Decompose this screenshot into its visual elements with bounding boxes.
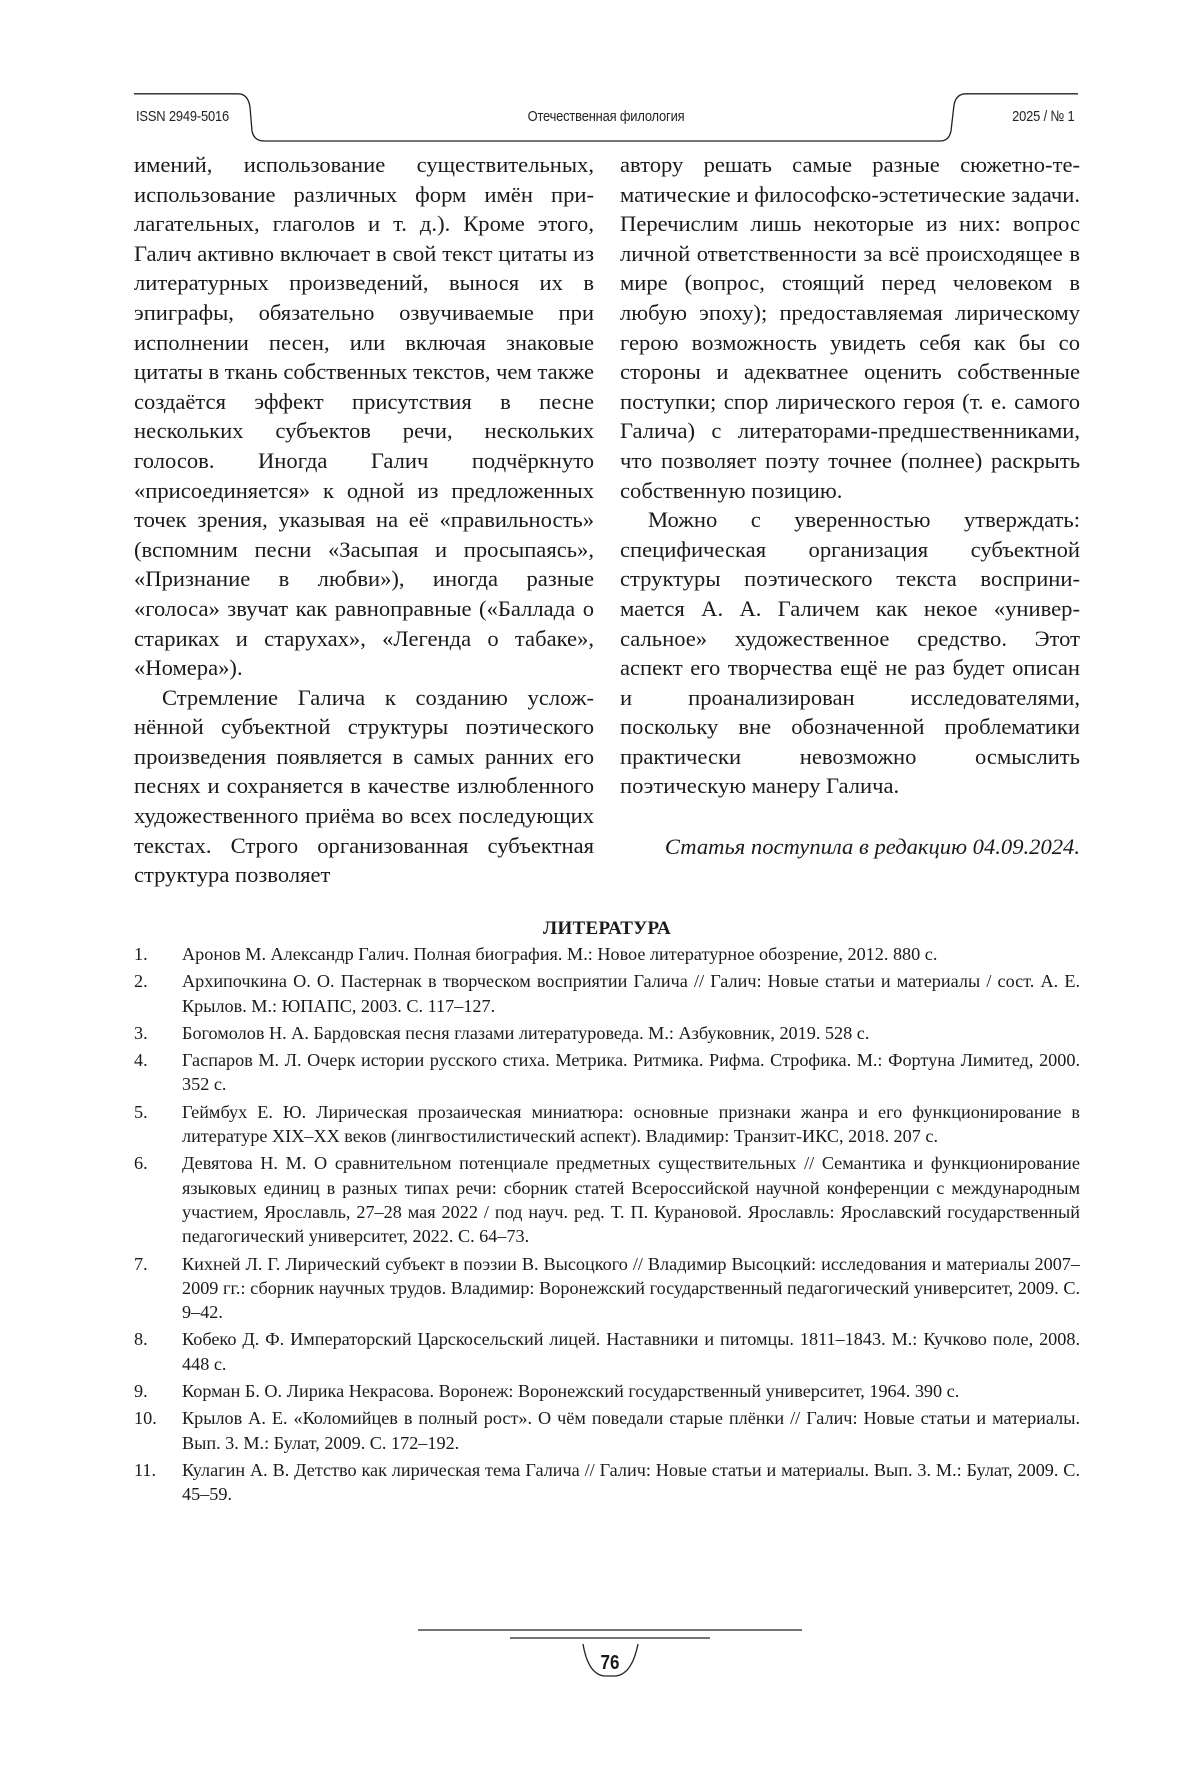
- literature-section: [134, 918, 1080, 1510]
- reference-number: 5.: [134, 1101, 148, 1122]
- reference-list: [134, 942, 1080, 1507]
- reference-text: Корман Б. О. Лирика Некрасова. Воронеж: Воронежский государственный университет, 1964. 390 с.: [182, 1381, 960, 1402]
- reference-number: 4.: [134, 1050, 148, 1071]
- reference-number: 9.: [134, 1381, 148, 1402]
- reference-number: 8.: [134, 1329, 148, 1350]
- journal-title: Отечественная филология: [527, 108, 685, 125]
- reference-text: Крылов А. Е. «Коломийцев в полный рост». О чём поведали старые плёнки // Галич: Новые статьи и материалы. Вып. 3. М.: Булат, 2009. С. 172–192.: [182, 1408, 1080, 1453]
- issue-number: 2025 / № 1: [1011, 108, 1074, 125]
- reference-text: Архипочкина О. О. Пастернак в творческом восприятии Галича // Галич: Новые статьи и материалы / сост. А. Е. Крылов. М.: ЮПАПС, 2003. С. 117–127.: [182, 971, 1080, 1016]
- literature-heading: ЛИТЕРАТУРА: [542, 918, 672, 939]
- reference-number: 2.: [134, 971, 148, 992]
- reference-item: [134, 1021, 1080, 1045]
- reference-text: Геймбух Е. Ю. Лирическая прозаическая миниатюра: основные признаки жанра и его функционирование в литературе XIX–XX веков (лингвостилистический аспект). Владимир: Транзит-ИКС, 2018. 207 с.: [182, 1101, 1080, 1147]
- page-footer: [418, 1628, 802, 1698]
- reference-item: [134, 942, 1080, 966]
- reference-text: Гаспаров М. Л. Очерк истории русского стиха. Метрика. Ритмика. Рифма. Строфика. М.: Фортуна Лимитед, 2000. 352 с.: [182, 1050, 1080, 1095]
- paragraph: Можно с уверенностью утверждать: специфическая организация субъектной структуры поэтического текста воспринимается А. А. Галичем как некое «универсальное» художественное средство. Этот аспект его творчества ещё не раз будет описан и проанализирован исследователями, поскольку вне обозначенной проблематики практически невозможно осмыслить поэтическую манеру Галича.: [620, 507, 1080, 799]
- issn: ISSN 2949-5016: [136, 108, 229, 125]
- reference-item: [134, 1048, 1080, 1097]
- reference-text: Богомолов Н. А. Бардовская песня глазами литературоведа. М.: Азбуковник, 2019. 528 с.: [182, 1022, 870, 1043]
- paragraph: имений, использование существительных, использование различных форм имён прилагательных, глаголов и т. д.). Кроме этого, Галич активно включает в свой текст цитаты из литературных произведений, вынося их в эпиграфы, обязательно озвучиваемые при исполнении песен, или включая знаковые цитаты в ткань собственных текстов, чем также создаётся эффект присутствия в песне нескольких субъектов речи, нескольких голосов. Иногда Галич подчёркнуто «присоединяется» к одной из предложенных точек зрения, указывая на её «правильность» (вспомним песни «Засыпая и просыпаясь», «Признание в любви»), иногда разные «голоса» звучат как равноправные («Баллада о стариках и старухах», «Легенда о табаке», «Номера»).: [134, 152, 594, 681]
- paragraph: автору решать самые разные сюжетно-тематические и философско-эстетические задачи. Перечислим лишь некоторые из них: вопрос личной ответственности за всё происходящее в мире (вопрос, стоящий перед человеком в любую эпоху); предоставляемая лирическому герою возможность увидеть себя как бы со стороны и адекватнее оценить собственные поступки; спор лирического героя (т. е. самого Галича) с литераторами-предшественниками, что позволяет поэту точнее (полнее) раскрыть собственную позицию.: [620, 152, 1080, 503]
- reference-text: Кобеко Д. Ф. Императорский Царскосельский лицей. Наставники и питомцы. 1811–1843. М.: Кучково поле, 2008. 448 с.: [182, 1329, 1080, 1374]
- reference-number: 6.: [134, 1153, 148, 1174]
- reference-number: 3.: [134, 1022, 148, 1043]
- left-column: [134, 150, 594, 890]
- running-header: [134, 93, 1078, 143]
- reference-number: 11.: [134, 1459, 157, 1480]
- reference-text: Кулагин А. В. Детство как лирическая тема Галича // Галич: Новые статьи и материалы. Вып. 3. М.: Булат, 2009. С. 45–59.: [182, 1459, 1080, 1505]
- page-number: 76: [600, 1652, 620, 1674]
- reference-number: 10.: [134, 1408, 157, 1429]
- reference-text: Кихней Л. Г. Лирический субъект в поэзии В. Высоцкого // Владимир Высоцкий: исследования и материалы 2007–2009 гг.: сборник научных трудов. Владимир: Воронежский государственный педагогический университет, 2009. С. 9–42.: [182, 1253, 1080, 1323]
- reference-item: [134, 1151, 1080, 1248]
- paragraph: Стремление Галича к созданию усложнённой субъектной структуры поэтического произведения появляется в самых ранних его песнях и сохраняется в качестве излюбленного художественного приёма во всех последующих текстах. Строго организованная субъектная структура позволяет: [134, 684, 594, 888]
- reference-item: [134, 1327, 1080, 1376]
- reference-item: [134, 1406, 1080, 1455]
- received-date: Статья поступила в редакцию 04.09.2024.: [664, 834, 1080, 860]
- reference-number: 1.: [134, 944, 148, 964]
- reference-text: Девятова Н. М. О сравнительном потенциале предметных существительных // Семантика и функционирование языковых единиц в разных типах речи: сборник статей Всероссийской научной конференции с международным участием, Ярославль, 27–28 мая 2022 / под науч. ред. Т. П. Курановой. Ярославль: Ярославский государственный педагогический университет, 2022. С. 64–73.: [182, 1153, 1080, 1247]
- reference-item: [134, 1379, 1080, 1403]
- reference-text: Аронов М. Александр Галич. Полная биография. М.: Новое литературное обозрение, 2012. 880 с.: [182, 944, 938, 964]
- reference-item: [134, 969, 1080, 1018]
- reference-item: [134, 1252, 1080, 1325]
- reference-number: 7.: [134, 1253, 148, 1274]
- right-column: [620, 150, 1080, 862]
- reference-item: [134, 1458, 1080, 1507]
- reference-item: [134, 1100, 1080, 1149]
